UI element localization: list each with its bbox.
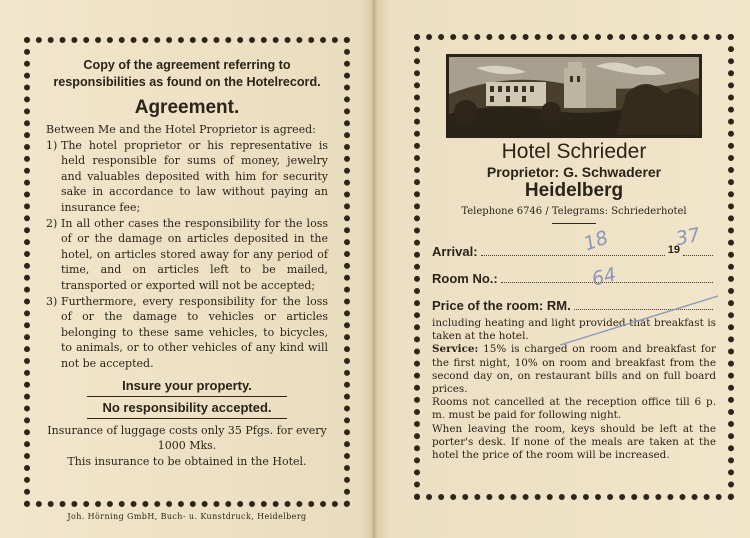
agreement-title: Copy of the agreement referring to responsibilities as found on the Hotelrecord. [53,58,321,89]
arrival-label: Arrival: [432,244,478,259]
insurance-cost: Insurance of luggage costs only 35 Pfgs. for every 1000 Mks. [47,423,327,453]
including-note: including heating and light provided that breakfast is taken at the hotel. [432,317,716,343]
item-text: The hotel proprietor or his representative is held responsible for sums of money, jewelry and valuables deposited with him for security sake in accordance to law without paying an insurance fee; [61,138,328,214]
insurance-note: This insurance to be obtained in the Hotel. [67,454,307,468]
hotel-name: Hotel Schrieder [501,140,647,163]
handwritten-year: 37 [673,223,703,251]
item-number: 2) [46,216,58,230]
city-name: Heidelberg [524,180,624,201]
year-prefix: 19 [667,244,680,256]
item-text: Furthermore, every responsibility for the loss of or the damage to vehicles or articles belonging to these same vehicles, to bicycles, to animals, or to other vehicles of any kind will not be accepted. [61,294,328,370]
service-label: Service: [432,343,479,356]
agreement-heading: Agreement. [134,97,240,118]
printer-credit: Joh. Hörning GmbH, Buch- u. Kunstdruck, Heidelberg [67,512,307,521]
insure-notice: Insure your property. [122,377,252,393]
room-label: Room No.: [432,271,498,286]
handwritten-date: 18 [580,226,612,256]
cancel-note: Rooms not cancelled at the reception office till 6 p. m. must be paid for following night. [432,396,716,422]
agreement-intro: Between Me and the Hotel Proprietor is agreed: [46,123,316,136]
proprietor: Proprietor: G. Schwaderer [486,164,662,180]
no-responsibility-notice: No responsibility accepted. [102,399,272,415]
price-label: Price of the room: RM. [432,298,571,313]
item-text: In all other cases the responsibility for the loss of or the damage on articles deposited in the hotel, on articles stored away for any period of time, and on articles left to be mailed, transported or exported will not be accepted; [61,216,328,292]
handwritten-room: 64 [589,263,619,291]
item-number: 3) [46,294,58,308]
service-text: 15% is charged on room and breakfast for the first night, 10% on room and breakfast from the second day on, on restaurant bills and on full board prices. [432,343,716,396]
item-number: 1) [46,138,58,152]
keys-note: When leaving the room, keys should be left at the porter's desk. If none of the meals are taken at the hotel the price of the room will be increased. [432,422,716,462]
telephone-line: Telephone 6746 / Telegrams: Schriederhotel [461,206,687,217]
